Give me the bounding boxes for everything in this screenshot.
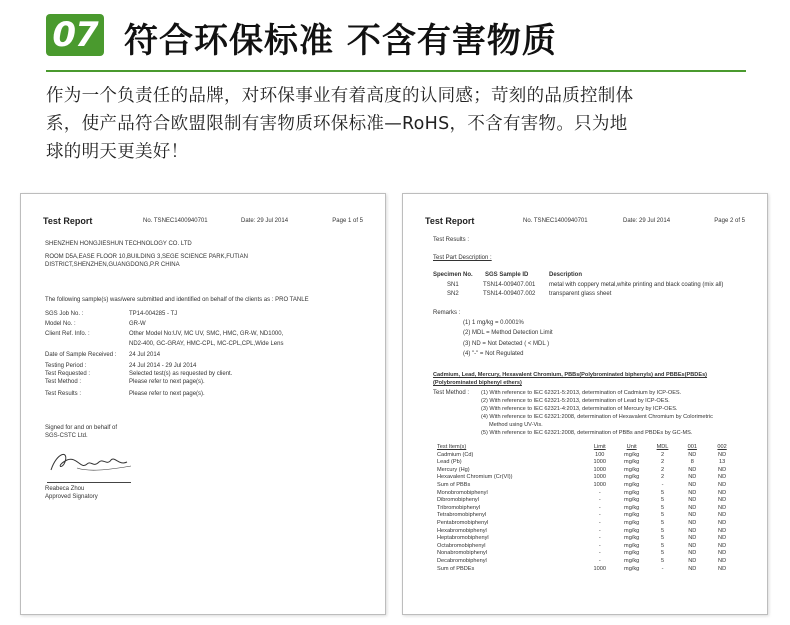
table-cell: ND xyxy=(688,474,697,481)
specimen-description: transparent glass sheet xyxy=(549,291,612,297)
results-label: Test Results : xyxy=(433,237,470,243)
table-row xyxy=(437,459,737,467)
table-row xyxy=(437,558,737,566)
table-cell: ND xyxy=(688,535,697,542)
method-item: (5) With reference to IEC 62321:2008, determination of PBBs and PBDEs by GC-MS. xyxy=(481,430,693,436)
method-item: (1) With reference to IEC 62321-5:2013, determination of Cadmium by ICP-OES. xyxy=(481,390,682,396)
table-cell: - xyxy=(598,512,601,519)
table-row xyxy=(437,566,737,574)
table-cell: Cadmium (Cd) xyxy=(437,451,474,458)
table-cell: 5 xyxy=(660,519,665,526)
field-label: Model No. : xyxy=(45,321,76,327)
field-label: SGS Job No. : xyxy=(45,311,84,317)
specimen-no: SN2 xyxy=(447,291,459,297)
table-cell: ND xyxy=(688,466,697,473)
table-cell: 2 xyxy=(660,466,665,473)
table-cell: - xyxy=(598,542,601,549)
test-report-page-1 xyxy=(20,193,386,615)
table-row xyxy=(437,543,737,551)
table-cell: mg/kg xyxy=(624,557,640,564)
table-cell: - xyxy=(661,565,664,572)
company-name: SHENZHEN HONGJIESHUN TECHNOLOGY CO. LTD xyxy=(45,241,192,247)
report-page: Page 1 of 5 xyxy=(332,218,363,224)
method-item: (2) With reference to IEC 62321-5:2013, determination of Lead by ICP-OES. xyxy=(481,398,670,404)
table-cell: 5 xyxy=(660,489,665,496)
table-cell: mg/kg xyxy=(624,542,640,549)
table-row xyxy=(437,535,737,543)
signer-name: Reabeca Zhou xyxy=(45,486,85,492)
specimen-header: Description xyxy=(549,272,583,278)
table-cell: 5 xyxy=(660,550,665,557)
specimen-description: metal with coppery metal,white printing and black coating (mix all) xyxy=(549,282,724,288)
section-number-badge: 07 xyxy=(46,14,104,56)
field-label: Test Method : xyxy=(45,379,82,385)
remark-item: (3) ND = Not Detected ( < MDL ) xyxy=(463,341,550,347)
table-cell: - xyxy=(598,557,601,564)
table-row xyxy=(437,497,737,505)
table-header-cell: 001 xyxy=(687,444,697,450)
table-row xyxy=(437,512,737,520)
table-cell: 5 xyxy=(660,542,665,549)
remark-item: (4) "-" = Not Regulated xyxy=(463,351,524,357)
report-title: Test Report xyxy=(43,216,93,226)
table-cell: Octabromobiphenyl xyxy=(437,542,486,549)
table-cell: ND xyxy=(718,504,727,511)
table-cell: ND xyxy=(718,542,727,549)
table-cell: ND xyxy=(718,519,727,526)
table-cell: Heptabromobiphenyl xyxy=(437,535,489,542)
table-cell: Mercury (Hg) xyxy=(437,466,470,473)
table-cell: ND xyxy=(718,557,727,564)
intro-line: 系，使产品符合欧盟限制有害物质环保标准—RoHS，不含有害物。只为地 xyxy=(46,114,628,134)
table-cell: ND xyxy=(688,565,697,572)
table-row xyxy=(437,528,737,536)
table-cell: mg/kg xyxy=(624,527,640,534)
table-cell: Nonabromobiphenyl xyxy=(437,550,488,557)
table-cell: ND xyxy=(688,542,697,549)
specimen-id: TSN14-009407.002 xyxy=(483,291,536,297)
table-cell: 2 xyxy=(660,459,665,466)
report-page: Page 2 of 5 xyxy=(714,218,745,224)
table-row xyxy=(437,474,737,482)
table-cell: 1000 xyxy=(593,481,606,488)
report-title: Test Report xyxy=(425,216,475,226)
remarks-label: Remarks : xyxy=(433,310,461,316)
submission-statement: The following sample(s) was/were submitted and identified on behalf of the clients as : PRO TANLE xyxy=(45,297,309,303)
table-cell: - xyxy=(598,550,601,557)
table-cell: ND xyxy=(718,550,727,557)
section-title: Cadmium, Lead, Mercury, Hexavalent Chromium, PBBs(Polybrominated biphenyls) and PBBEs(PBDEs) xyxy=(433,372,708,378)
table-row xyxy=(437,482,737,490)
method-label: Test Method : xyxy=(433,390,470,396)
table-cell: ND xyxy=(718,474,727,481)
field-value: GR-W xyxy=(129,321,146,327)
table-cell: 1000 xyxy=(593,466,606,473)
table-cell: 8 xyxy=(690,459,694,466)
table-cell: mg/kg xyxy=(624,451,640,458)
table-cell: Lead (Pb) xyxy=(437,459,462,466)
section-title: (Polybrominated biphenyl ethers) xyxy=(433,380,522,386)
signed-on-behalf: Signed for and on behalf of xyxy=(45,425,118,431)
field-label: Date of Sample Received : xyxy=(45,352,117,358)
table-cell: mg/kg xyxy=(624,489,640,496)
table-header-cell: MDL xyxy=(656,444,669,450)
signing-company: SGS-CSTC Ltd. xyxy=(45,433,88,439)
title-divider xyxy=(46,70,746,72)
remark-item: (1) 1 mg/kg = 0.0001% xyxy=(463,320,524,326)
table-cell: mg/kg xyxy=(624,550,640,557)
table-cell: 5 xyxy=(660,504,665,511)
table-header-cell: Test Item(s) xyxy=(437,444,467,450)
field-label: Test Requested : xyxy=(45,371,91,377)
table-cell: ND xyxy=(688,451,697,458)
table-cell: ND xyxy=(688,504,697,511)
report-number: No. TSNEC1400940701 xyxy=(523,218,588,224)
table-cell: ND xyxy=(688,519,697,526)
table-cell: - xyxy=(598,527,601,534)
table-header-cell: Limit xyxy=(593,444,606,450)
table-header-cell: 002 xyxy=(717,444,727,450)
table-cell: 1000 xyxy=(593,565,606,572)
table-cell: - xyxy=(598,497,601,504)
specimen-id: TSN14-009407.001 xyxy=(483,282,536,288)
table-cell: ND xyxy=(718,466,727,473)
table-cell: ND xyxy=(688,527,697,534)
field-label: Test Results : xyxy=(45,391,82,397)
report-number: No. TSNEC1400940701 xyxy=(143,218,208,224)
table-cell: ND xyxy=(688,550,697,557)
field-value: Please refer to next page(s). xyxy=(129,379,205,385)
table-cell: ND xyxy=(718,527,727,534)
table-cell: ND xyxy=(688,481,697,488)
field-value: Please refer to next page(s). xyxy=(129,391,205,397)
table-cell: Monobromobiphenyl xyxy=(437,489,488,496)
signature-line xyxy=(47,482,131,483)
table-header-cell: Unit xyxy=(626,444,637,450)
signer-title: Approved Signatory xyxy=(45,494,98,500)
table-cell: mg/kg xyxy=(624,474,640,481)
table-cell: 1000 xyxy=(593,459,606,466)
table-cell: 5 xyxy=(660,535,665,542)
field-value: Other Model No:UV, MC UV, SMC, HMC, GR-W, ND1000, xyxy=(129,331,284,337)
test-report-page-2 xyxy=(402,193,768,615)
table-cell: ND xyxy=(718,535,727,542)
table-cell: 5 xyxy=(660,527,665,534)
results-table-body xyxy=(437,444,737,573)
specimen-header: SGS Sample ID xyxy=(485,272,529,278)
table-cell: Dibromobiphenyl xyxy=(437,497,479,504)
table-cell: ND xyxy=(688,489,697,496)
method-item: (4) With reference to IEC 62321:2008, determination of Hexavalent Chromium by Colorimetric xyxy=(481,414,713,420)
table-cell: Pentabromobiphenyl xyxy=(437,519,489,526)
method-item: (3) With reference to IEC 62321-4:2013, determination of Mercury by ICP-OES. xyxy=(481,406,678,412)
field-value: Selected test(s) as requested by client. xyxy=(129,371,233,377)
specimen-header: Specimen No. xyxy=(433,272,473,278)
table-cell: Decabromobiphenyl xyxy=(437,557,487,564)
intro-line: 球的明天更美好！ xyxy=(46,142,189,162)
table-cell: - xyxy=(598,519,601,526)
remark-item: (2) MDL = Method Detection Limit xyxy=(463,330,553,336)
field-value: 24 Jul 2014 - 29 Jul 2014 xyxy=(129,363,197,369)
table-cell: 100 xyxy=(595,451,605,458)
table-cell: mg/kg xyxy=(624,504,640,511)
table-cell: Hexavalent Chromium (Cr(VI)) xyxy=(437,474,513,481)
table-cell: ND xyxy=(688,557,697,564)
table-cell: 5 xyxy=(660,557,665,564)
method-item: Method using UV-Vis. xyxy=(489,422,543,428)
results-table xyxy=(437,444,737,573)
field-value: 24 Jul 2014 xyxy=(129,352,161,358)
field-label: Testing Period : xyxy=(45,363,87,369)
table-cell: Sum of PBDEs xyxy=(437,565,475,572)
table-cell: ND xyxy=(718,497,727,504)
table-cell: ND xyxy=(718,489,727,496)
table-cell: ND xyxy=(718,481,727,488)
intro-line: 作为一个负责任的品牌，对环保事业有着高度的认同感；苛刻的品质控制体 xyxy=(46,86,634,106)
table-cell: - xyxy=(598,489,601,496)
signature-image xyxy=(47,448,133,478)
table-cell: Sum of PBBs xyxy=(437,481,471,488)
table-cell: mg/kg xyxy=(624,535,640,542)
table-row xyxy=(437,490,737,498)
table-cell: mg/kg xyxy=(624,481,640,488)
table-cell: 5 xyxy=(660,512,665,519)
specimen-no: SN1 xyxy=(447,282,459,288)
table-cell: 5 xyxy=(660,497,665,504)
table-cell: ND xyxy=(718,451,727,458)
report-header xyxy=(425,216,745,228)
table-row xyxy=(437,520,737,528)
table-cell: Tetrabromobiphenyl xyxy=(437,512,487,519)
address-line: ROOM D5A,EASE FLOOR 10,BUILDING 3,SEGE SCIENCE PARK,FUTIAN xyxy=(45,254,248,260)
table-cell: 2 xyxy=(660,474,665,481)
table-cell: ND xyxy=(688,512,697,519)
address-line: DISTRICT,SHENZHEN,GUANGDONG,P.R CHINA xyxy=(45,262,180,268)
report-header xyxy=(43,216,363,228)
table-cell: Hexabromobiphenyl xyxy=(437,527,487,534)
table-cell: ND xyxy=(718,565,727,572)
report-date: Date: 29 Jul 2014 xyxy=(241,218,289,224)
table-cell: ND xyxy=(688,497,697,504)
page-title: 符合环保标准 不含有害物质 xyxy=(124,21,557,61)
table-cell: ND xyxy=(718,512,727,519)
field-value: ND2-400, GC-GRAY, HMC-CPL, MC-CPL,CPL,Wide Lens xyxy=(129,341,284,347)
table-cell: 1000 xyxy=(593,474,606,481)
table-row xyxy=(437,550,737,558)
table-row xyxy=(437,467,737,475)
table-cell: mg/kg xyxy=(624,512,640,519)
table-cell: mg/kg xyxy=(624,459,640,466)
field-value: TP14-004285 - TJ xyxy=(129,311,178,317)
intro-paragraph xyxy=(46,82,751,166)
table-cell: mg/kg xyxy=(624,565,640,572)
field-label: Client Ref. Info. : xyxy=(45,331,90,337)
table-cell: - xyxy=(598,535,601,542)
table-cell: mg/kg xyxy=(624,497,640,504)
table-cell: Tribromobiphenyl xyxy=(437,504,481,511)
table-row xyxy=(437,505,737,513)
table-row xyxy=(437,452,737,460)
table-cell: - xyxy=(598,504,601,511)
table-cell: 2 xyxy=(660,451,665,458)
table-cell: - xyxy=(661,481,664,488)
part-description-label: Test Part Description : xyxy=(433,255,492,261)
table-cell: mg/kg xyxy=(624,519,640,526)
report-date: Date: 29 Jul 2014 xyxy=(623,218,671,224)
table-cell: 13 xyxy=(718,459,726,466)
table-cell: mg/kg xyxy=(624,466,640,473)
table-header-row xyxy=(437,444,737,452)
